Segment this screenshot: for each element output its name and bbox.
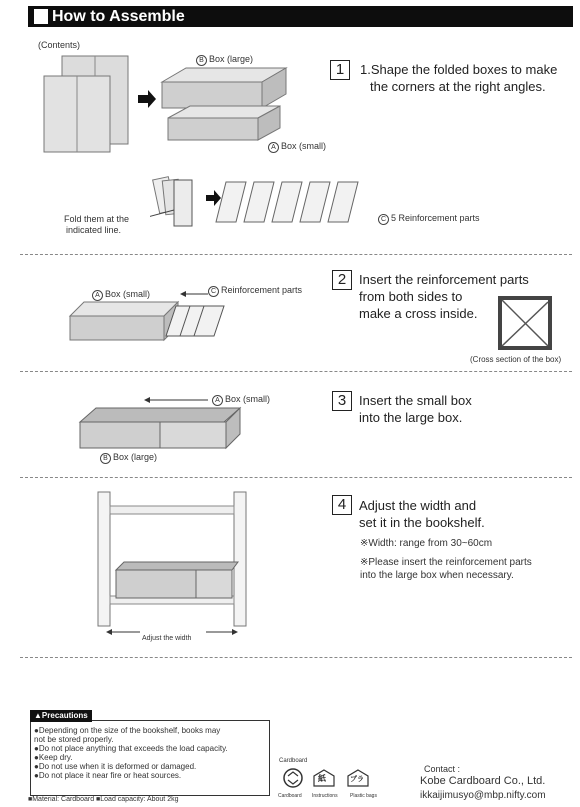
- circle-letter-a: A: [268, 142, 279, 153]
- step-3-number: 3: [332, 391, 352, 411]
- precaution-item: ●Depending on the size of the bookshelf, books may: [34, 726, 221, 735]
- precautions-list: [34, 726, 228, 780]
- adjust-width-label: Adjust the width: [142, 635, 192, 642]
- precaution-item: ●Do not place anything that exceeds the load capacity.: [34, 744, 228, 753]
- divider: [20, 254, 572, 255]
- step-3-text-line-2: into the large box.: [359, 410, 463, 425]
- plastic-glyph: プラ: [350, 776, 364, 783]
- step-2-text-line-3: make a cross inside.: [359, 306, 478, 321]
- material-capacity-line: ■Material: Cardboard ■Load capacity: About 2kg: [28, 796, 179, 803]
- contact-label: Contact :: [424, 764, 461, 774]
- circle-letter-a: A: [212, 395, 223, 406]
- step-2-text-line-2: from both sides to: [359, 289, 463, 304]
- step3-box-small-label: A Box (small): [212, 394, 270, 406]
- divider: [20, 657, 572, 658]
- width-note: ※Width: range from 30~60cm: [360, 538, 493, 549]
- reinforcement-count-label: C 5 Reinforcement parts: [378, 213, 480, 225]
- reinforcement-illustration: [150, 170, 400, 230]
- reinforcement-note-line-1: ※Please insert the reinforcement parts: [360, 557, 532, 568]
- arrow-right-icon: [138, 90, 156, 108]
- step-4-number: 4: [332, 495, 352, 515]
- arrow-left-icon: [144, 396, 210, 404]
- contact-email[interactable]: ikkaijimusyo@mbp.nifty.com: [420, 790, 546, 801]
- recycle-label-instructions: Instructions: [312, 793, 338, 799]
- step-2-number: 2: [332, 270, 352, 290]
- cross-section-label: (Cross section of the box): [470, 355, 562, 364]
- contents-label: (Contents): [38, 40, 81, 50]
- recycle-label-plastic: Plastic bags: [350, 793, 377, 799]
- arrow-left-icon: [180, 290, 210, 298]
- step-1-number: 1: [330, 60, 350, 80]
- circle-letter-b: B: [196, 55, 207, 66]
- step3-illustration: [76, 402, 246, 452]
- circle-letter-a: A: [92, 290, 103, 301]
- step3-box-large-label: B Box (large): [100, 452, 157, 464]
- divider: [20, 477, 572, 478]
- header-square-icon: [34, 9, 48, 24]
- cross-section-icon: [496, 294, 554, 352]
- box-small-label: A Box (small): [268, 141, 326, 153]
- reinforcement-note-line-2: into the large box when necessary.: [360, 570, 514, 581]
- paper-glyph: 紙: [318, 774, 326, 783]
- recycle-top-label: Cardboard: [279, 758, 308, 764]
- recycle-label-cardboard: Cardboard: [278, 793, 302, 799]
- precaution-item: ●Do not place it near fire or heat sources.: [34, 771, 182, 780]
- precaution-item: ●Do not use when it is deformed or damaged.: [34, 762, 197, 771]
- step2-box-small-label: A Box (small): [92, 289, 150, 301]
- step-3-text-line-1: Insert the small box: [359, 393, 472, 408]
- circle-letter-c: C: [208, 286, 219, 297]
- step2-illustration: [66, 296, 246, 346]
- precaution-item: ●Keep dry.: [34, 753, 73, 762]
- fold-label-line-1: Fold them at the: [64, 214, 130, 224]
- bookshelf-illustration: [96, 490, 250, 640]
- box-large-label: B Box (large): [196, 54, 253, 66]
- step2-reinforcement-label: C Reinforcement parts: [208, 285, 302, 297]
- circle-letter-c: C: [378, 214, 389, 225]
- company-name: Kobe Cardboard Co., Ltd.: [420, 775, 546, 787]
- circle-letter-b: B: [100, 453, 111, 464]
- fold-label-line-2: indicated line.: [66, 225, 122, 235]
- precaution-item: not be stored properly.: [34, 735, 114, 744]
- step-1-text-line-2: the corners at the right angles.: [370, 79, 546, 94]
- step-1-text-line-1: 1.Shape the folded boxes to make: [360, 62, 558, 77]
- precautions-title: ▲Precautions: [30, 710, 92, 722]
- step-4-text-line-2: set it in the bookshelf.: [359, 515, 485, 530]
- step-4-text-line-1: Adjust the width and: [359, 498, 477, 513]
- arrow-right-icon: [206, 190, 221, 206]
- step-2-text-line-1: Insert the reinforcement parts: [359, 272, 529, 287]
- divider: [20, 371, 572, 372]
- page-title: How to Assemble: [52, 8, 185, 25]
- recycle-marks: [282, 767, 382, 789]
